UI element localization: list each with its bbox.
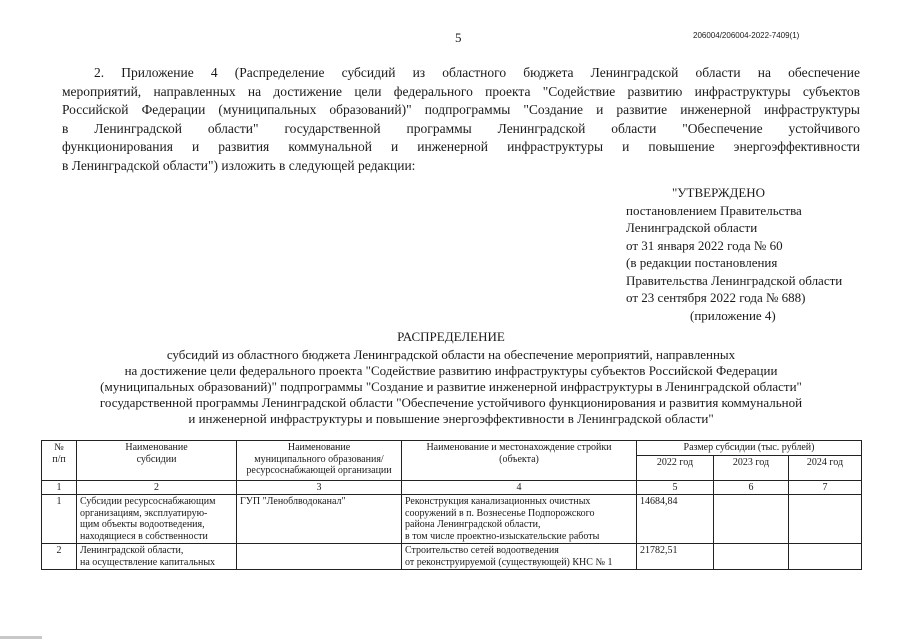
distribution-line: и инженерной инфраструктуры и повышение энергоэффективности в Ленинградской области": [188, 411, 714, 426]
intro-line: в Ленинградской области") изложить в следующей редакции:: [62, 157, 416, 173]
column-number: 5: [637, 480, 714, 495]
distribution-line: субсидий из областного бюджета Ленинградской области на обеспечение мероприятий, направленных: [166, 347, 736, 362]
header-year-2023: 2023 год: [714, 455, 789, 480]
row-value-2022: 21782,51: [637, 544, 714, 570]
row-num: 1: [42, 495, 77, 544]
distribution-title: РАСПРЕДЕЛЕНИЕ: [397, 329, 505, 344]
header-object: Наименование и местонахождение стройки (объекта): [402, 441, 637, 481]
approval-line: "УТВЕРЖДЕНО: [672, 185, 766, 200]
document-code: 206004/206004-2022-7409(1): [693, 31, 800, 40]
row-object: Строительство сетей водоотведения от реконструируемой (существующей) КНС № 1: [402, 544, 637, 570]
column-number: 1: [42, 480, 77, 495]
intro-paragraph: [62, 64, 860, 175]
intro-line: Российской Федерации (муниципальных образований)" подпрограммы "Создание и развитие инженерной инфраструктуры: [62, 102, 860, 117]
distribution-line: (муниципальных образований)" подпрограммы "Создание и развитие инженерной инфраструктуры в Ленинградской области": [100, 379, 802, 394]
distribution-line: на достижение цели федерального проекта "Содействие развитию инфраструктуры субъектов Российской Федерации: [124, 363, 778, 378]
approval-line: от 31 января 2022 года № 60: [626, 237, 783, 253]
intro-line: 2. Приложение 4 (Распределение субсидий из областного бюджета Ленинградской области на обеспечение: [94, 65, 860, 80]
header-subsidy-size: Размер субсидии (тыс. рублей): [637, 441, 862, 456]
row-object: Реконструкция канализационных очистных сооружений в п. Вознесенье Подпорожского района Ленинградской области, в том числе проектно-изыскательские работы: [402, 495, 637, 544]
column-number: 6: [714, 480, 789, 495]
page-edge-mark: [0, 636, 42, 639]
column-number: 3: [237, 480, 402, 495]
intro-line: функционирования и развития коммунальной и инженерной инфраструктуры и повышение энергоэффективности: [62, 139, 860, 154]
page-number: 5: [455, 30, 462, 45]
table-row: [42, 495, 862, 544]
approval-stamp: [626, 184, 842, 324]
column-number: 4: [402, 480, 637, 495]
table-row: [42, 544, 862, 570]
approval-line: (в редакции постановления: [626, 255, 778, 270]
header-year-2024: 2024 год: [789, 455, 862, 480]
row-value-2024: [789, 495, 862, 544]
distribution-title-block: [0, 329, 902, 427]
approval-line: Правительства Ленинградской области: [626, 272, 843, 288]
row-org: ГУП "Леноблводоканал": [237, 495, 402, 544]
header-subsidy: Наименование субсидии: [77, 441, 237, 481]
approval-line: от 23 сентября 2022 года № 688): [626, 290, 806, 305]
row-value-2023: [714, 544, 789, 570]
row-num: 2: [42, 544, 77, 570]
column-numbers-row: [42, 480, 862, 495]
row-org: [237, 544, 402, 570]
header-num: № п/п: [42, 441, 77, 481]
intro-line: мероприятий, направленных на достижение цели федерального проекта "Содействие развитию инфраструктуры субъектов: [62, 83, 860, 99]
approval-line: (приложение 4): [690, 307, 776, 323]
distribution-line: государственной программы Ленинградской области "Обеспечение устойчивого функционирования и развития коммунальной: [99, 395, 803, 410]
approval-line: постановлением Правительства: [626, 202, 802, 218]
row-subsidy: Ленинградской области, на осуществление капитальных: [77, 544, 237, 570]
row-value-2022: 14684,84: [637, 495, 714, 544]
row-value-2024: [789, 544, 862, 570]
row-subsidy: Субсидии ресурсоснабжающим организациям, эксплуатирую- щим объекты водоотведения, находящиеся в собственности: [77, 495, 237, 544]
column-number: 7: [789, 480, 862, 495]
table-header-row: [42, 441, 862, 456]
intro-line: в Ленинградской области" государственной программы Ленинградской области "Обеспечение устойчивого: [62, 120, 860, 136]
header-year-2022: 2022 год: [637, 455, 714, 480]
subsidy-table: [41, 440, 862, 570]
approval-line: Ленинградской области: [626, 220, 758, 235]
header-org: Наименование муниципального образования/ ресурсоснабжающей организации: [237, 441, 402, 481]
row-value-2023: [714, 495, 789, 544]
column-number: 2: [77, 480, 237, 495]
